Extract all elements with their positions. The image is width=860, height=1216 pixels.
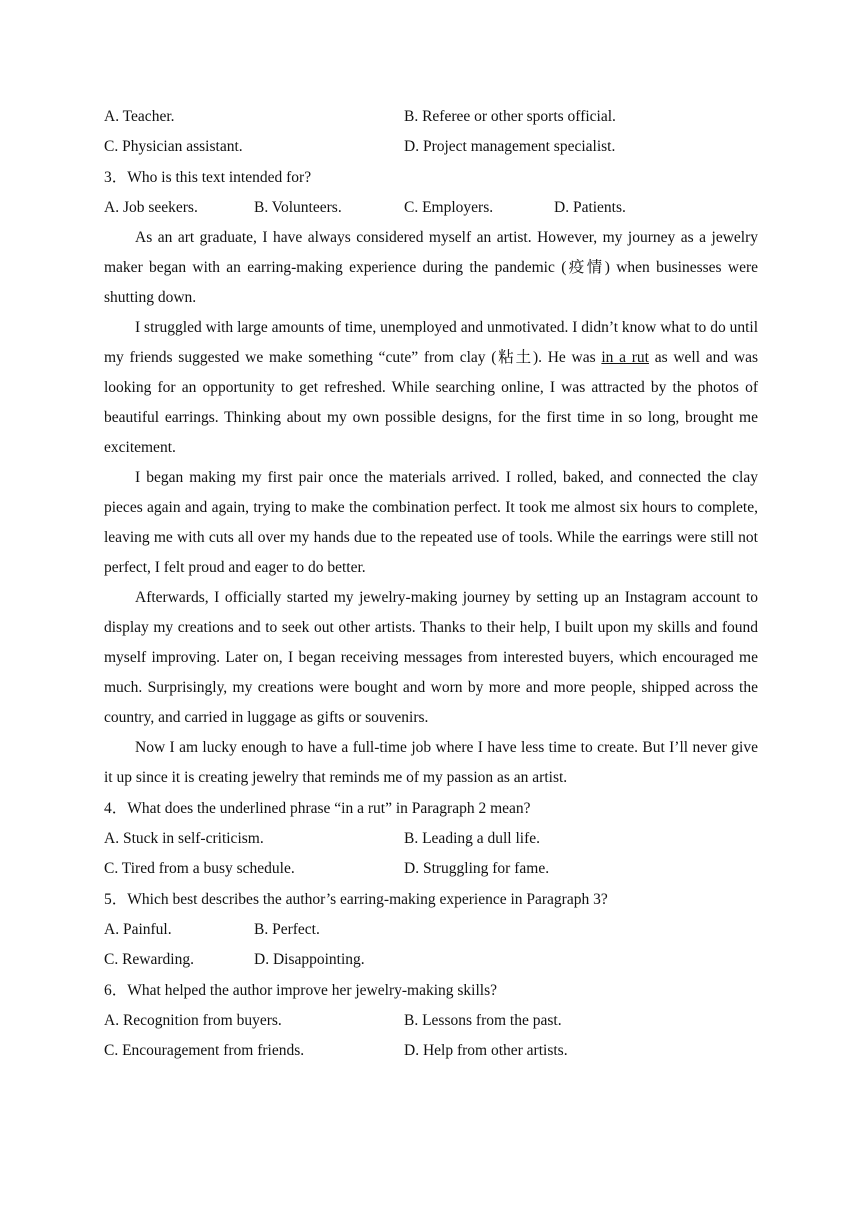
q2-option-a: A. Teacher. xyxy=(104,108,175,125)
q5-option-d: D. Disappointing. xyxy=(254,951,365,968)
q4-options-row-2 xyxy=(104,854,758,884)
q5-options-row-1 xyxy=(104,915,758,945)
underlined-phrase: in a rut xyxy=(601,349,649,366)
q3-option-a: A. Job seekers. xyxy=(104,199,198,216)
q6-option-b: B. Lessons from the past. xyxy=(404,1012,562,1029)
q3-option-d: D. Patients. xyxy=(554,199,626,216)
q6-option-d: D. Help from other artists. xyxy=(404,1042,568,1059)
question-4 xyxy=(104,793,758,824)
q2-option-c: C. Physician assistant. xyxy=(104,138,243,155)
q5-options-row-2 xyxy=(104,945,758,975)
question-text: Which best describes the author’s earring-making experience in Paragraph 3? xyxy=(127,891,608,908)
passage-paragraph-1: As an art graduate, I have always considered myself an artist. However, my journey as a jewelry maker began with an earring-making experience during the pandemic (疫情) when businesses were shutting down. xyxy=(104,229,758,306)
q5-option-a: A. Painful. xyxy=(104,921,172,938)
q3-option-c: C. Employers. xyxy=(404,199,494,216)
q4-option-b: B. Leading a dull life. xyxy=(404,830,541,847)
question-number: 5． xyxy=(104,891,128,908)
paragraph-text: I struggled with large amounts of time, unemployed and unmotivated. I didn’t know what to do until my friends suggested we make something “cute” from clay (粘土). He was xyxy=(104,319,758,366)
q6-options-row-1 xyxy=(104,1006,758,1036)
q6-option-a: A. Recognition from buyers. xyxy=(104,1012,282,1029)
q2-options-row-1 xyxy=(104,102,758,132)
question-text: What does the underlined phrase “in a rut” in Paragraph 2 mean? xyxy=(127,800,531,817)
q2-options-row-2 xyxy=(104,132,758,162)
q4-option-d: D. Struggling for fame. xyxy=(404,860,550,877)
q3-options-row xyxy=(104,193,758,223)
q4-option-a: A. Stuck in self-criticism. xyxy=(104,830,264,847)
passage-paragraph-4: Afterwards, I officially started my jewelry-making journey by setting up an Instagram account to display my creations and to seek out other artists. Thanks to their help, I built upon my skills and found myself improving. Later on, I began receiving messages from interested buyers, which encouraged me much. Surprisingly, my creations were bought and worn by more and more people, shipped across the country, and carried in luggage as gifts or souvenirs. xyxy=(104,589,758,726)
q2-option-d: D. Project management specialist. xyxy=(404,138,616,155)
question-number: 4． xyxy=(104,800,128,817)
q4-options-row-1 xyxy=(104,824,758,854)
question-text: What helped the author improve her jewelry-making skills? xyxy=(127,982,497,999)
document-page xyxy=(104,102,758,1066)
passage-paragraph-5: Now I am lucky enough to have a full-time job where I have less time to create. But I’ll never give it up since it is creating jewelry that reminds me of my passion as an artist. xyxy=(104,739,758,786)
question-5 xyxy=(104,884,758,915)
q6-options-row-2 xyxy=(104,1036,758,1066)
question-text: Who is this text intended for? xyxy=(127,169,312,186)
question-number: 3． xyxy=(104,169,128,186)
passage-paragraph-2 xyxy=(104,313,758,463)
q2-option-b: B. Referee or other sports official. xyxy=(404,108,616,125)
question-6 xyxy=(104,975,758,1006)
q5-option-b: B. Perfect. xyxy=(254,921,320,938)
paragraph-text: as well and was looking for an opportunity to get refreshed. While searching online, I was attracted by the photos of beautiful earrings. Thinking about my own possible designs, for the first time in so long, brought me excitement. xyxy=(104,349,758,456)
q4-option-c: C. Tired from a busy schedule. xyxy=(104,860,295,877)
question-number: 6． xyxy=(104,982,128,999)
passage-paragraph-3: I began making my first pair once the materials arrived. I rolled, baked, and connected the clay pieces again and again, trying to make the combination perfect. It took me almost six hours to complete, leaving me with cuts all over my hands due to the repeated use of tools. While the earrings were still not perfect, I felt proud and eager to do better. xyxy=(104,469,758,576)
q3-option-b: B. Volunteers. xyxy=(254,199,342,216)
q6-option-c: C. Encouragement from friends. xyxy=(104,1042,305,1059)
q5-option-c: C. Rewarding. xyxy=(104,951,194,968)
question-3 xyxy=(104,162,758,193)
